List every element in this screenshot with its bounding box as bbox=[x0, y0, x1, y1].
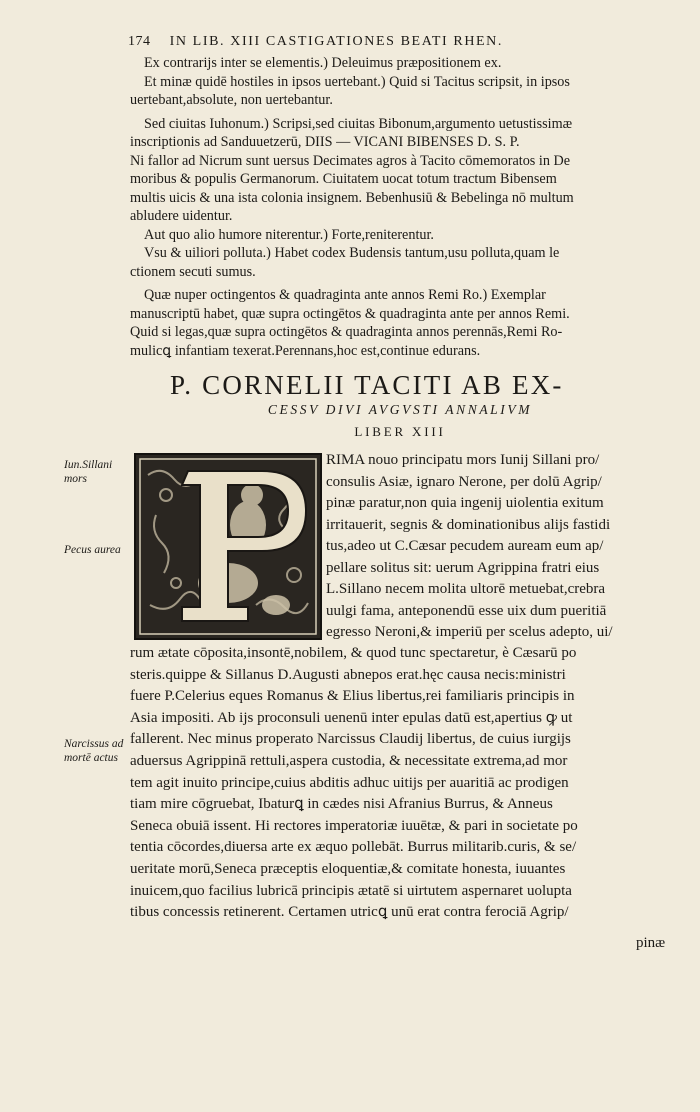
text-line: Asia impositi. Ab ijs proconsuli uenenū inter epulas datū est,apertius ꝙ ut bbox=[130, 709, 573, 726]
text-line: tentia cōcordes,diuersa arte ex æquo pollebāt. Burrus militarib.curis, & se/ bbox=[130, 839, 577, 856]
text-line: aduersus Agrippinā rettuli,aspera custodia, & necessitate extrema,ad mor bbox=[130, 752, 568, 769]
woodcut-initial-icon bbox=[136, 455, 320, 638]
note-line: Sed ciuitas Iuhonum.) Scripsi,sed ciuitas Bibonum,argumento uetustissimæ bbox=[144, 115, 573, 132]
note-line: abludere uidentur. bbox=[130, 208, 233, 224]
running-title: IN LIB. XIII CASTIGATIONES BEATI RHEN. bbox=[169, 34, 503, 49]
text-line: uulgi fama, anteponendū esse uix dum pueritiā bbox=[326, 602, 607, 619]
text-line: RIMA nouo principatu mors Iunij Sillani pro/ bbox=[326, 452, 600, 468]
text-line: egresso Neroni,& imperiū per scelus adepto, ui/ bbox=[326, 624, 613, 640]
note-line: Quid si legas,quæ supra octingētos & quadraginta annos perennās,Remi Ro- bbox=[130, 324, 563, 340]
note-line: Vsu & uiliori polluta.) Habet codex Budensis tantum,usu polluta,quam le bbox=[144, 245, 560, 261]
text-line: tiam mire cōgruebat, Ibaturꝗ in cædes nisi Afranius Burrus, & Anneus bbox=[130, 796, 553, 813]
note-line: Ex contrarijs inter se elementis.) Deleuimus præpositionem ex. bbox=[144, 55, 502, 71]
catchword: pinæ bbox=[636, 935, 666, 951]
text-line: fuere P.Celerius eques Romanus & Elius libertus,rei familiaris principis in bbox=[130, 688, 575, 705]
note-line: Et minæ quidē hostiles in ipsos uertebant.) Quid si Tacitus scripsit, in ipsos bbox=[144, 73, 570, 90]
margin-note-narcissus: Narcissus ad mortē actus bbox=[64, 738, 124, 764]
note-line: Aut quo alio humore niterentur.) Forte,reniterentur. bbox=[144, 226, 434, 243]
note-line: inscriptionis ad Sanduuetzerū, DIIS — VICANI BIBENSES D. S. P. bbox=[130, 134, 520, 150]
body-text-beside-initial bbox=[326, 450, 652, 644]
text-line: inuicem,quo facilius lubricā principis ætatē si uirtutem aspernaret uolupta bbox=[130, 882, 572, 899]
margin-note-sillani: Iun.Sillani mors bbox=[64, 459, 113, 485]
text-line: rum ætate cōposita,insontē,nobilem, & quod tunc spectaretur, è Cæsarū po bbox=[130, 645, 577, 661]
note-line: Ni fallor ad Nicrum sunt uersus Decimates agros à Tacito cōmemoratos in De bbox=[130, 152, 571, 169]
text-line: L.Sillano necem molita ultorē metuebat,crebra bbox=[326, 581, 606, 597]
page-number: 174 bbox=[128, 34, 151, 49]
text-line: pellare solitus sit: uerum Agrippina fratri eius bbox=[326, 559, 600, 576]
text-line: Seneca obuiā issent. Hi rectores imperatoriæ iuuētæ, & pari in societate po bbox=[130, 817, 578, 834]
text-line: ueritate morū,Seneca præceptis eloquentiæ,& comitate honesta, iuuantes bbox=[130, 860, 566, 877]
text-line: steris.quippe & Sillanus D.Augusti abnepos erat.hęc causa necis:ministri bbox=[130, 666, 566, 683]
running-header bbox=[128, 34, 638, 50]
note-line: manuscriptū habet, quæ supra octingētos & quadraginta ante per annos Remi. bbox=[130, 305, 570, 322]
decorated-initial-p bbox=[134, 453, 322, 640]
book-number: LIBER XIII bbox=[354, 424, 446, 439]
note-line: uertebant,absolute, non uertebantur. bbox=[130, 92, 333, 108]
note-line: multis uicis & una ista colonia insignem. Bebenhusiū & Bebelinga nō multum bbox=[130, 189, 574, 206]
note-line: moribus & populis Germanorum. Ciuitatem uocat totum tractum Bibensem bbox=[130, 171, 557, 187]
text-line: irritauerit, segnis & dominationibus alijs fastidi bbox=[326, 516, 611, 533]
note-line: mulicꝗ infantiam texerat.Perennans,hoc est,continue edurans. bbox=[130, 342, 481, 359]
castigation-notes bbox=[130, 54, 642, 360]
text-line: tus,adeo ut C.Cæsar pecudem auream eum ap/ bbox=[326, 538, 604, 554]
text-line: fallerent. Nec minus properato Narcissus Claudij libertus, de cuius iurgijs bbox=[130, 731, 571, 748]
body-text bbox=[130, 643, 650, 924]
text-line: consulis Asiæ, ignaro Nerone, per dolū Agrip/ bbox=[326, 473, 602, 490]
text-line: pinæ paratur,non quia ingenij uiolentia exitum bbox=[326, 495, 604, 511]
note-line: Quæ nuper octingentos & quadraginta ante annos Remi Ro.) Exemplar bbox=[144, 287, 546, 303]
book-subtitle: CESSV DIVI AVGVSTI ANNALIVM bbox=[267, 402, 533, 417]
text-line: tibus concessis retinerent. Certamen utricꝗ unū erat contra ferociā Agrip/ bbox=[130, 904, 569, 921]
note-line: ctionem secuti sumus. bbox=[130, 263, 256, 280]
book-title: P. CORNELII TACITI AB EX- bbox=[170, 370, 564, 400]
text-line: tem agit inuito principe,cuius abditis adhuc uitijs per auaritiā ac prodigen bbox=[130, 774, 569, 791]
margin-note-pecus: Pecus aurea bbox=[64, 544, 121, 556]
